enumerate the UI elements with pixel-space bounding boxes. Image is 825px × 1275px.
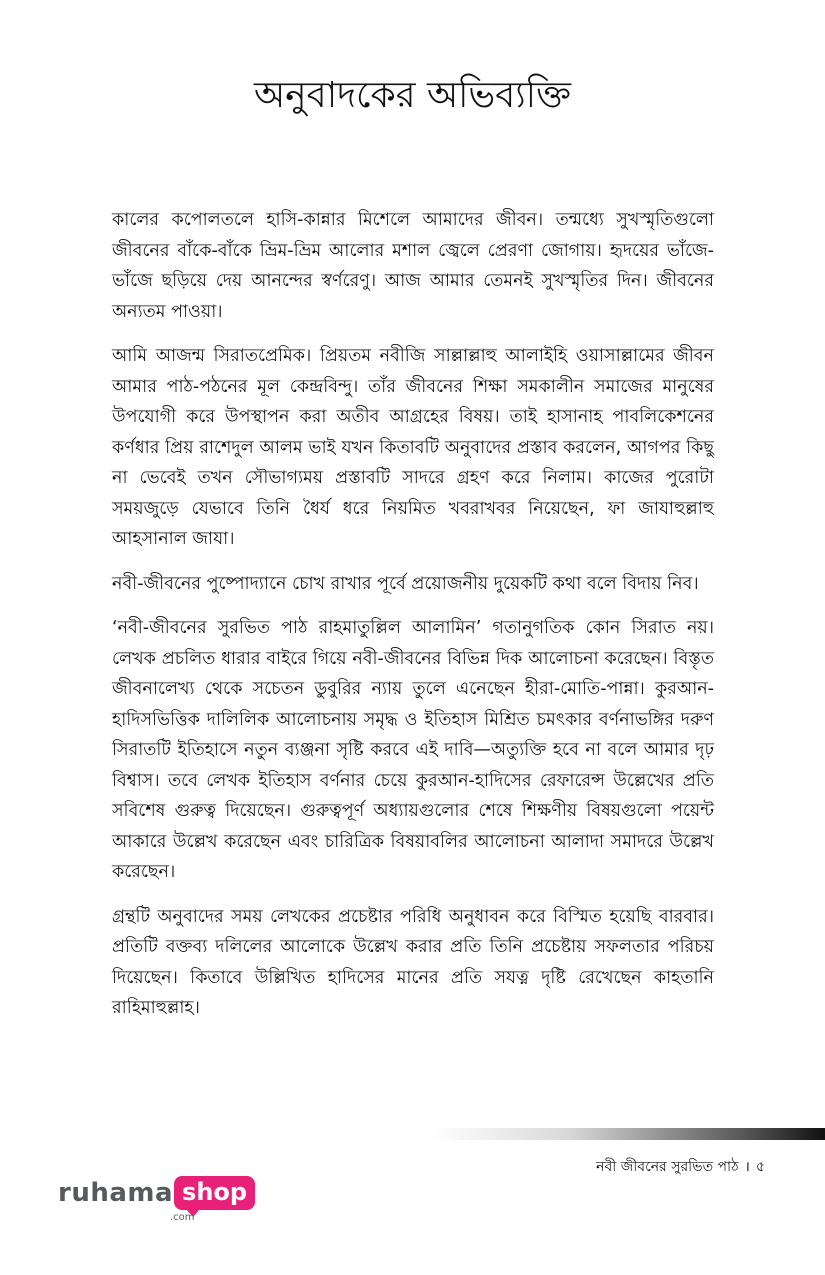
watermark-logo (58, 1176, 255, 1223)
logo-brand-right: shop (182, 1178, 248, 1206)
page-title: অনুবাদকের অভিব্যক্তি (254, 75, 571, 116)
paragraph-1: কালের কপোলতলে হাসি-কান্নার মিশেলে আমাদের জীবন। তন্মধ্যে সুখস্মৃতিগুলো জীবনের বাঁকে-বাঁকে ভ্রিম-ভ্রিম আলোর মশাল জ্বেলে প্রেরণা জোগায়। হৃদয়ের ভাঁজে-ভাঁজে ছড়িয়ে দেয় আনন্দের স্বর্ণরেণু। আজ আমার তেমনই সুখস্মৃতির দিন। জীবনের অন্যতম পাওয়া। (112, 210, 714, 322)
paragraph-2: আমি আজন্ম সিরাতপ্রেমিক। প্রিয়তম নবীজি সাল্লাল্লাহু আলাইহি ওয়াসাল্লামের জীবন আমার পাঠ-পঠনের মূল কেন্দ্রবিন্দু। তাঁর জীবনের শিক্ষা সমকালীন সমাজের মানুষের উপযোগী করে উপস্থাপন করা অতীব আগ্রহের বিষয়। তাই হাসানাহ পাবলিকেশনের কর্ণধার প্রিয় রাশেদুল আলম ভাই যখন কিতাবটি অনুবাদের প্রস্তাব করলেন, আগপর কিছু না ভেবেই তখন সৌভাগ্যময় প্রস্তাবটি সাদরে গ্রহণ করে নিলাম। কাজের পুরোটা সময়জুড়ে যেভাবে তিনি ধৈর্য ধরে নিয়মিত খবরাখবর নিয়েছেন, ফা জাযাহুল্লাহু আহসানাল জাযা। (112, 346, 714, 549)
body-text (112, 205, 714, 1038)
paragraph-3: নবী-জীবনের পুষ্পোদ্যানে চোখ রাখার পূর্বে প্রয়োজনীয় দুয়েকটি কথা বলে বিদায় নিব। (112, 573, 699, 594)
logo-domain: .com (170, 1212, 195, 1223)
paragraph-4: ‘নবী-জীবনের সুরভিত পাঠ রাহমাতুল্লিল আলামিন’ গতানুগতিক কোন সিরাত নয়। লেখক প্রচলিত ধারার বাইরে গিয়ে নবী-জীবনের বিভিন্ন দিক আলোচনা করেছেন। বিস্তৃত জীবনালেখ্য থেকে সচেতন ডুবুরির ন্যায় তুলে এনেছেন হীরা-মোতি-পান্না। কুরআন-হাদিসভিত্তিক দালিলিক আলোচনায় সমৃদ্ধ ও ইতিহাস মিশ্রিত চমৎকার বর্ণনাভঙ্গির দরুণ সিরাতটি ইতিহাসে নতুন ব্যঞ্জনা সৃষ্টি করবে এই দাবি—অত্যুক্তি হবে না বলে আমার দৃঢ় বিশ্বাস। তবে লেখক ইতিহাস বর্ণনার চেয়ে কুরআন-হাদিসের রেফারেন্স উল্লেখের প্রতি সবিশেষ গুরুত্ব দিয়েছেন। গুরুত্বপূর্ণ অধ্যায়গুলোর শেষে শিক্ষণীয় বিষয়গুলো পয়েন্ট আকারে উল্লেখ করেছেন এবং চারিত্রিক বিষয়াবলির আলোচনা আলাদা সমাদরে উল্লেখ করেছেন। (112, 618, 714, 882)
paragraph-5: গ্রন্থটি অনুবাদের সময় লেখকের প্রচেষ্টার পরিধি অনুধাবন করে বিস্মিত হয়েছি বারবার। প্রতিটি বক্তব্য দলিলের আলোকে উল্লেখ করার প্রতি তিনি প্রচেষ্টায় সফলতার পরিচয় দিয়েছেন। কিতাবে উল্লিখিত হাদিসের মানের প্রতি সযত্ন দৃষ্টি রেখেছেন কাহতানি রাহিমাহুল্লাহ। (112, 906, 714, 1018)
footer-book-title: নবী জীবনের সুরভিত পাঠ (596, 1159, 739, 1175)
footer-gradient-rule (432, 1128, 825, 1140)
running-footer (596, 1157, 765, 1177)
page-number: ৫ (755, 1159, 765, 1175)
logo-brand-left: ruhama (58, 1178, 174, 1208)
logo-shop-badge (174, 1176, 255, 1210)
footer-separator: । (744, 1159, 750, 1175)
